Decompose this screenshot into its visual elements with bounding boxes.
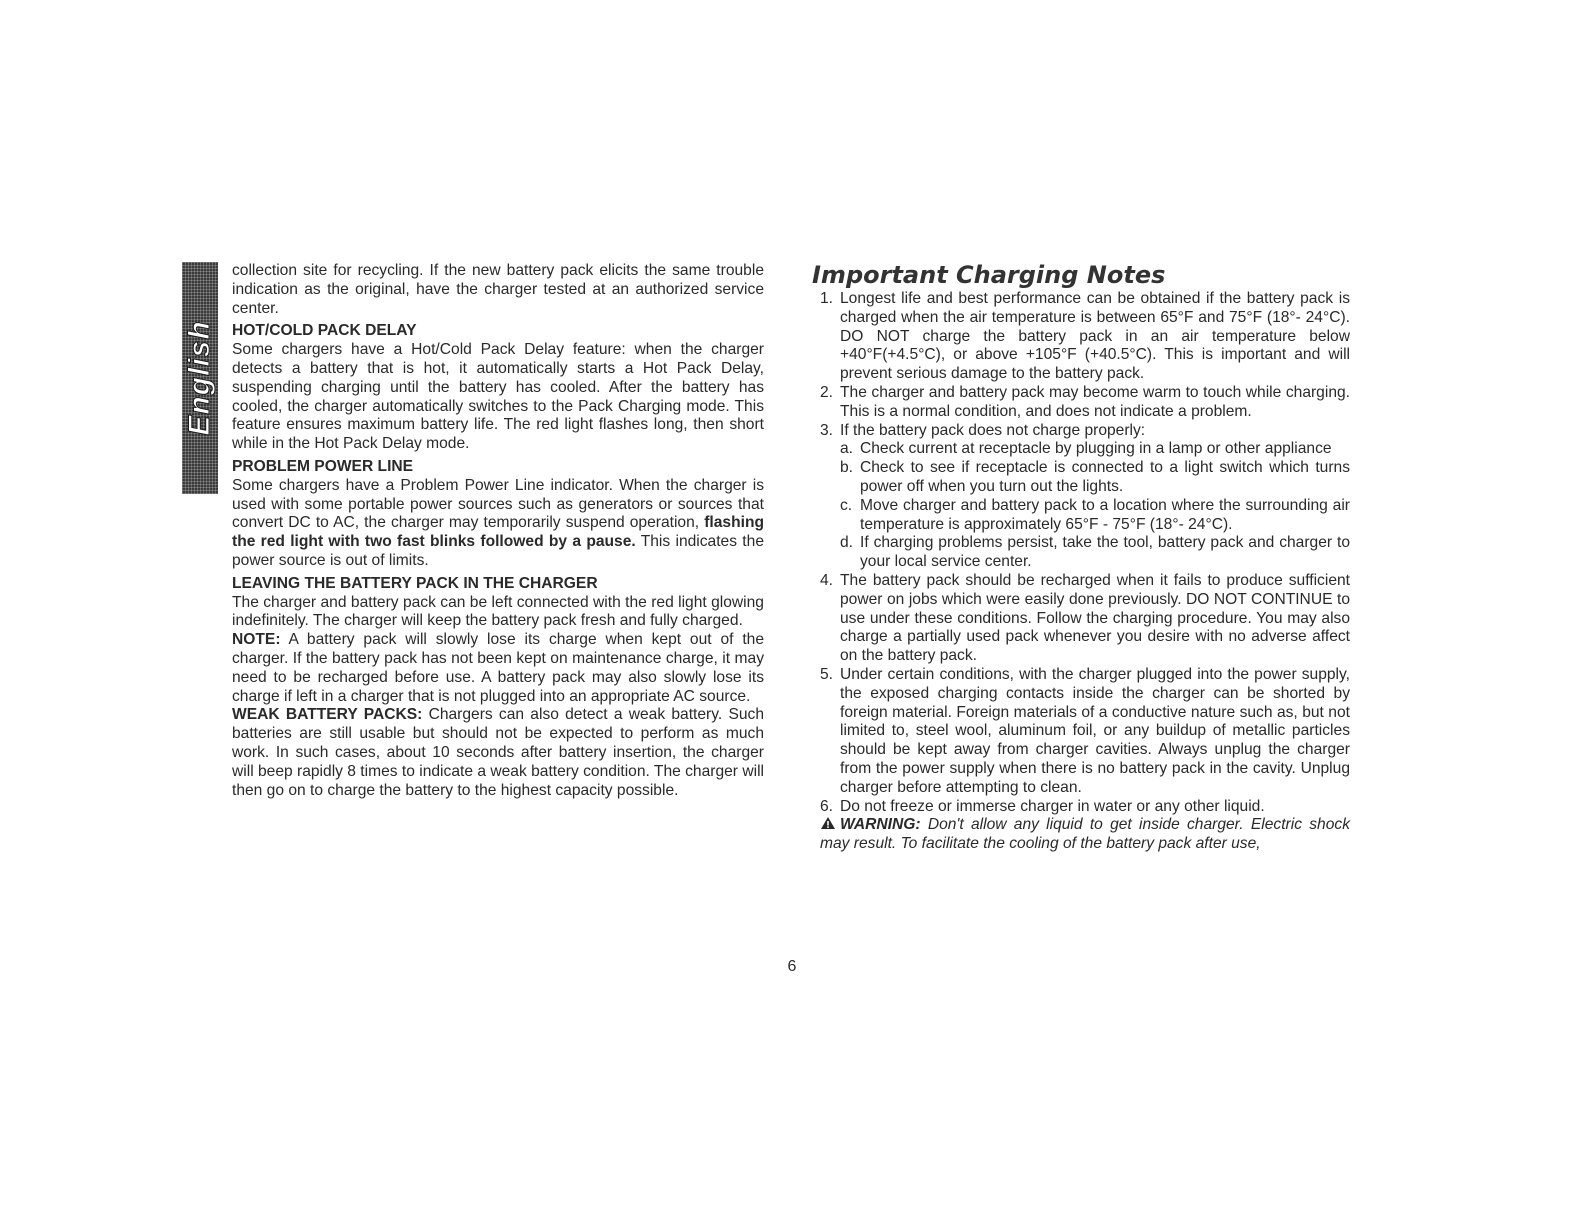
item-text: Do not freeze or immerse charger in water or any other liquid.	[840, 797, 1265, 815]
leaving-pack-heading: LEAVING THE BATTERY PACK IN THE CHARGER	[232, 574, 598, 592]
section-title: Important Charging Notes	[812, 261, 1166, 289]
language-tab	[182, 262, 218, 494]
troubleshooting-sublist	[840, 440, 1350, 572]
item-text: If the battery pack does not charge properly:	[840, 421, 1146, 439]
problem-body-start: Some chargers have a Problem Power Line indicator. When the charger is used with some portable power sources such as generators or sources that convert DC to AC, the charger may temporarily suspend operation,	[232, 476, 764, 532]
leaving-pack-paragraph: The charger and battery pack can be left connected with the red light glowing indefinitely. The charger will keep the battery pack fresh and fully charged.	[232, 593, 764, 630]
list-item	[820, 422, 1350, 572]
sub-list-item	[840, 440, 1350, 459]
intro-paragraph: collection site for recycling. If the new battery pack elicits the same trouble indication as the original, have the charger tested at an authorized service center.	[232, 262, 764, 317]
sub-item-text: Check current at receptacle by plugging in a lamp or other appliance	[860, 440, 1332, 458]
item-number: 3.	[820, 421, 834, 439]
problem-body-bold: flashing the red light with two fast blinks followed by a pause.	[232, 514, 764, 551]
item-text: The charger and battery pack may become warm to touch while charging. This is a normal condition, and does not indicate a problem.	[840, 383, 1350, 420]
sub-item-letter: b.	[840, 459, 854, 477]
problem-power-line-heading: PROBLEM POWER LINE	[232, 457, 414, 475]
warning-text: Don't allow any liquid to get inside charger. Electric shock may result. To facilitate the cooling of the battery pack after use,	[820, 816, 1350, 853]
sub-item-text: Check to see if receptacle is connected to a light switch which turns power off when you turn out the lights.	[860, 459, 1350, 495]
note-body: A battery pack will slowly lose its charge when kept out of the charger. If the battery pack has not been kept on maintenance charge, it may need to be recharged before use. A battery pack may also slowly lose its charge if left in a charger that is not plugged into an appropriate AC source.	[232, 631, 764, 705]
sub-item-text: If charging problems persist, take the tool, battery pack and charger to your local service center.	[860, 534, 1350, 571]
note-label: NOTE:	[232, 631, 281, 649]
warning-triangle-icon	[820, 816, 836, 830]
list-item	[820, 384, 1350, 422]
language-tab-label: English	[183, 320, 216, 436]
sub-list-item	[840, 534, 1350, 572]
page-number: 6	[787, 958, 797, 975]
weak-packs-body: Chargers can also detect a weak battery. Such batteries are still usable but should not be expected to perform as much work. In such cases, about 10 seconds after battery insertion, the charger will beep rapidly 8 times to indicate a weak battery condition. The charger will then go on to charge the battery to the highest capacity possible.	[232, 706, 764, 799]
item-number: 6.	[820, 797, 834, 815]
item-number: 1.	[820, 290, 834, 307]
list-item	[820, 666, 1350, 798]
sub-item-letter: a.	[840, 440, 854, 458]
item-number: 2.	[820, 383, 834, 401]
sub-item-text: Move charger and battery pack to a location where the surrounding air temperature is approximately 65°F - 75°F (18°- 24°C).	[860, 496, 1350, 533]
weak-packs-label: WEAK BATTERY PACKS:	[232, 706, 423, 724]
item-number: 4.	[820, 571, 834, 589]
sub-list-item	[840, 497, 1350, 535]
problem-body-end: This indicates the power source is out of limits.	[232, 533, 764, 569]
charging-notes-list	[820, 290, 1350, 816]
hotcold-paragraph: Some chargers have a Hot/Cold Pack Delay feature: when the charger detects a battery that is hot, it automatically starts a Hot Pack Delay, suspending charging until the battery has cooled. After the battery has cooled, the charger automatically switches to the Pack Charging mode. This feature ensures maximum battery life. The red light flashes long, then short while in the Hot Pack Delay mode.	[232, 341, 764, 453]
item-text: The battery pack should be recharged when it fails to produce sufficient power on jobs which were easily done previously. DO NOT CONTINUE to use under these conditions. Follow the charging procedure. You may also charge a partially used pack whenever you desire with no adverse affect on the battery pack.	[840, 571, 1350, 665]
list-item	[820, 572, 1350, 666]
warning-paragraph	[820, 816, 1350, 854]
left-column	[232, 262, 764, 800]
right-column	[812, 261, 1350, 854]
warning-label: WARNING:	[840, 816, 921, 834]
item-text: Under certain conditions, with the charger plugged into the power supply, the exposed charging contacts inside the charger can be shorted by foreign material. Foreign materials of a conductive nature such as, but not limited to, steel wool, aluminum foil, or any buildup of metallic particles should be kept away from charger cavities. Always unplug the charger from the power supply when there is no battery pack in the cavity. Unplug charger before attempting to clean.	[840, 665, 1350, 796]
hotcold-heading: HOT/COLD PACK DELAY	[232, 322, 417, 340]
sub-item-letter: c.	[840, 496, 853, 514]
item-text: Longest life and best performance can be obtained if the battery pack is charged when the air temperature is between 65°F and 75°F (18°- 24°C). DO NOT charge the battery pack in an air temperature below +40°F(+4.5°C), or above +105°F (+40.5°C). This is important and will prevent serious damage to the battery pack.	[840, 290, 1350, 383]
problem-power-line-paragraph	[232, 477, 764, 571]
list-item	[820, 798, 1350, 817]
sub-list-item	[840, 459, 1350, 497]
item-number: 5.	[820, 665, 834, 683]
sub-item-letter: d.	[840, 534, 854, 552]
weak-packs-paragraph	[232, 706, 764, 800]
note-paragraph	[232, 631, 764, 706]
list-item	[820, 290, 1350, 384]
